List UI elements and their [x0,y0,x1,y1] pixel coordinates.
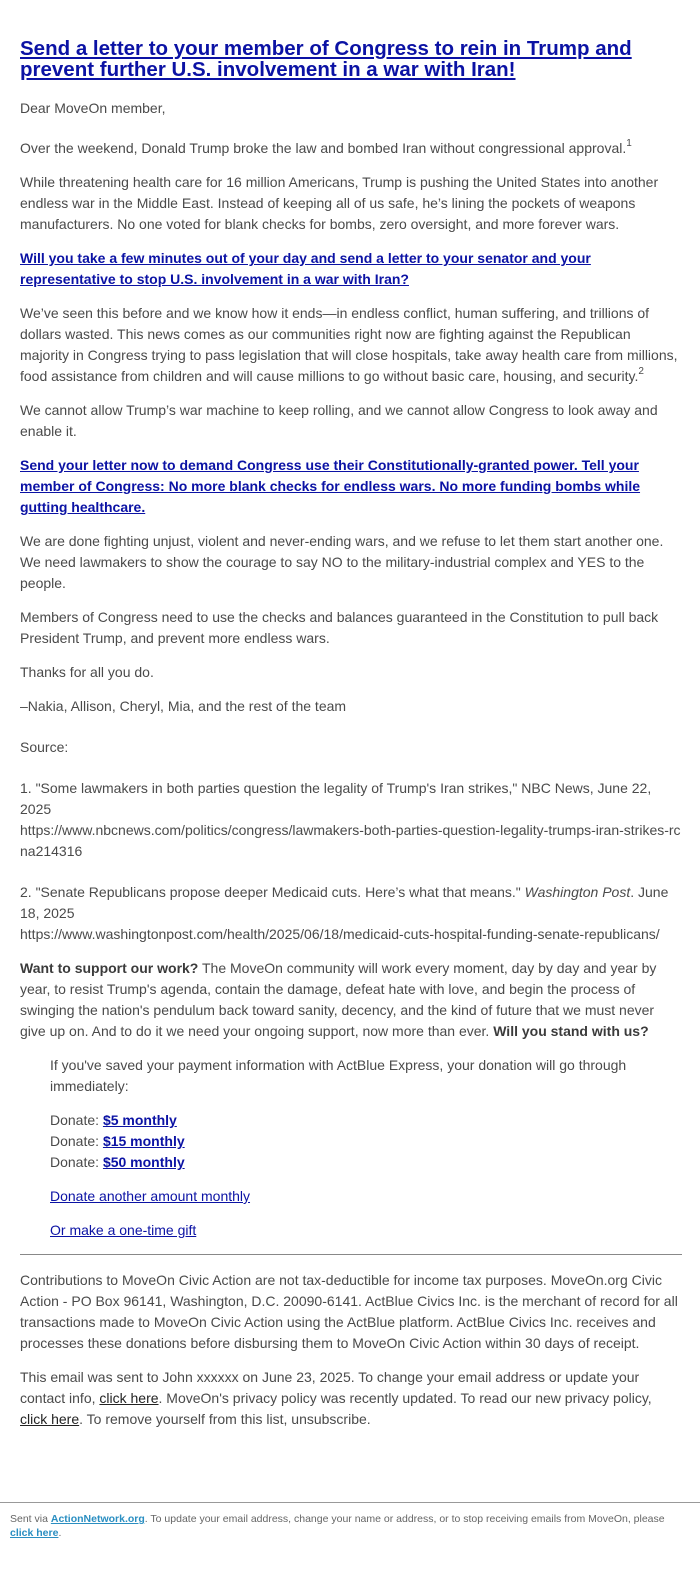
paragraph-5: We are done fighting unjust, violent and never-ending wars, and we refuse to let them start another one. We need lawmakers to show the courage to say NO to the military-industrial complex and YES to the people. [20,533,664,591]
support-ask: Will you stand with us? [493,1023,649,1039]
footer-click-here-link[interactable]: click here [10,1527,59,1539]
disclaimer: Contributions to MoveOn Civic Action are not tax-deductible for income tax purposes. MoveOn.org Civic Action - PO Box 96141, Washington, D.C. 20090-6141. ActBlue Civics Inc. is the merchant of record for all transactions made to MoveOn Civic Action using the ActBlue platform. ActBlue Civics Inc. receives and processes these donations before disbursing them to MoveOn Civic Action within 30 days of receipt. [20,1272,678,1351]
donate-other [50,1186,682,1207]
source-1 [20,778,682,862]
source-2 [20,882,682,945]
actblue-note: If you've saved your payment information with ActBlue Express, your donation will go through immediately: [50,1057,627,1094]
footnote-ref-2: 2 [638,366,644,377]
donate-other-amount-link[interactable]: Donate another amount monthly [50,1188,251,1204]
one-time-gift [50,1220,682,1241]
cta-1 [20,248,682,290]
source-2-url: https://www.washingtonpost.com/health/2025/06/18/medicaid-cuts-hospital-funding-senate-republicans/ [20,926,660,942]
support-lead: Want to support our work? [20,960,199,976]
divider [20,1254,682,1255]
cta-2-link[interactable]: Send your letter now to demand Congress use their Constitutionally-granted power. Tell your member of Congress: No more blank checks for endless wars. No more funding bombs while gutting healthcare. [20,457,641,515]
donate-50-monthly-link[interactable]: $50 monthly [102,1154,185,1170]
donation-block [20,1055,682,1241]
cta-1-link[interactable]: Will you take a few minutes out of your day and send a letter to your senator and your representative to stop U.S. involvement in a war with Iran? [20,250,591,287]
paragraph-4: We cannot allow Trump’s war machine to keep rolling, and we cannot allow Congress to look away and enable it. [20,402,658,439]
donation-item: Donate: $50 monthly [50,1154,185,1170]
donation-item: Donate: $15 monthly [50,1133,185,1149]
headline-link[interactable]: Send a letter to your member of Congress to rein in Trump and prevent further U.S. involvement in a war with Iran! [20,37,632,81]
greeting: Dear MoveOn member, [20,100,166,116]
paragraph-3: We’ve seen this before and we know how it ends—in endless conflict, human suffering, and trillions of dollars wasted. This news comes as our communities right now are fighting against the Republican majority in Congress trying to pass legislation that will close hospitals, take away health care from millions, food assistance from children and will cause millions to go without basic care, housing, and security.$^2$ [20,305,678,384]
actionnetwork-link[interactable]: ActionNetwork.org [50,1513,145,1525]
paragraph-6: Members of Congress need to use the checks and balances guaranteed in the Constitution to pull back President Trump, and prevent more endless wars. [20,609,659,646]
source-2-title: 2. "Senate Republicans propose deeper Medicaid cuts. Here’s what that means." Washington Post. June 18, 2025 [20,884,669,921]
source-1-title: 1. "Some lawmakers in both parties question the legality of Trump's Iran strikes," NBC News, June 22, 2025 [20,780,652,817]
headline [20,38,682,80]
donate-5-monthly-link[interactable]: $5 monthly [102,1112,177,1128]
email-body [20,38,682,1443]
paragraph-1: Over the weekend, Donald Trump broke the law and bombed Iran without congressional approval.$^1$ [20,138,632,156]
donate-15-monthly-link[interactable]: $15 monthly [102,1133,185,1149]
support-paragraph: Want to support our work? The MoveOn community will work every moment, day by day and year by year, to resist Trump's agenda, contain the damage, defeat hate with love, and begin the process of swinging the nation's pendulum back toward sanity, decency, and the kind of future that we must never give up on. And to do it we need your ongoing support, now more than ever. Will you stand with us? [20,960,657,1039]
sent-note: This email was sent to John xxxxxx on June 23, 2025. To change your email address or update your contact info, click here. MoveOn's privacy policy was recently updated. To read our new privacy policy, click here. To remove yourself from this list, unsubscribe. [20,1369,652,1427]
footer: Sent via ActionNetwork.org. To update your email address, change your name or address, or to stop receiving emails from MoveOn, please click here. [0,1502,700,1540]
signoff: –Nakia, Allison, Cheryl, Mia, and the rest of the team [20,698,347,714]
paragraph-2: While threatening health care for 16 million Americans, Trump is pushing the United States into another endless war in the Middle East. Instead of keeping all of us safe, he’s lining the pockets of weapons manufacturers. No one voted for blank checks for bombs, zero oversight, and more forever wars. [20,174,659,232]
source-label: Source: [20,739,69,755]
source-1-url: https://www.nbcnews.com/politics/congress/lawmakers-both-parties-question-legality-trumps-iran-strikes-rcna214316 [20,822,681,859]
one-time-gift-link[interactable]: Or make a one-time gift [50,1222,197,1238]
cta-2 [20,455,682,518]
update-contact-link[interactable]: click here [99,1390,159,1406]
privacy-policy-link[interactable]: click here [20,1411,80,1427]
footnote-ref-1: 1 [626,138,632,149]
thanks: Thanks for all you do. [20,664,154,680]
donation-item: Donate: $5 monthly [50,1112,177,1128]
donation-list [50,1110,682,1173]
